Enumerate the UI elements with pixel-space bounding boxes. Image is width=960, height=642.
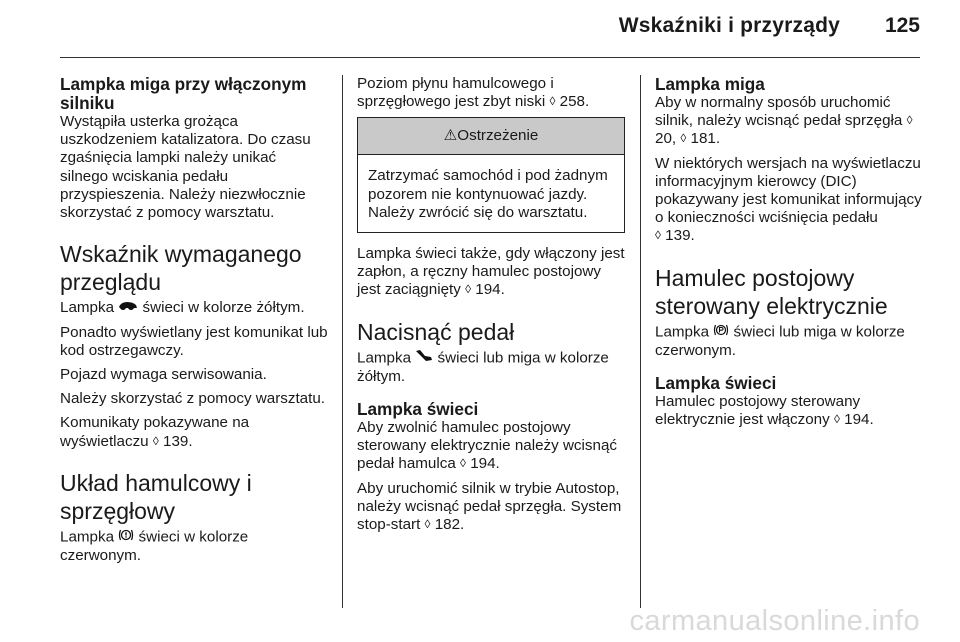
page-reference-icon: ◊ <box>424 517 431 532</box>
text: Lampka świeci także, gdy włączony jest zapłon, a ręczny hamulec postojowy jest zaciągnięty <box>357 245 625 299</box>
heading-lamp-flashing: Lampka miga <box>655 74 765 94</box>
pedal-icon <box>415 349 433 368</box>
page-reference[interactable]: 181. <box>690 130 721 148</box>
paragraph-autostop <box>357 480 625 535</box>
page-reference-icon: ◊ <box>833 412 840 427</box>
text: Lampka <box>60 528 115 546</box>
warning-body: Zatrzymać samochód i pod żadnym pozorem nie kontynuować jazdy. Należy zwrócić się do warsztatu. <box>368 167 608 221</box>
heading-electric-parking-brake: Hamulec postojowy sterowany elektrycznie <box>655 264 888 319</box>
text: Lampka <box>60 299 115 317</box>
text: Lampka <box>655 323 710 341</box>
text: Hamulec postojowy sterowany elektrycznie jest włączony <box>655 393 861 429</box>
paragraph-catalyst-warning: Wystąpiła usterka grożąca uszkodzeniem katalizatora. Do czasu zgaśnięcia lampki należy unikać silnego wciskania pedału przyspieszenia. Należy niezwłocznie skorzystać z pomocy warsztatu. <box>60 113 311 222</box>
text: świeci w kolorze żółtym. <box>142 299 305 317</box>
page-reference[interactable]: 194. <box>475 281 505 299</box>
text: Aby zwolnić hamulec postojowy sterowany elektrycznie należy wcisnąć pedał hamulca <box>357 419 617 473</box>
text: Aby uruchomić silnik w trybie Autostop, należy wcisnąć pedał sprzęgła. System stop-start <box>357 479 622 534</box>
paragraph-dic-reference <box>60 414 328 450</box>
paragraph-dic-message <box>655 155 923 246</box>
paragraph: Ponadto wyświetlany jest komunikat lub kod ostrzegawczy. <box>60 323 328 359</box>
paragraph-fluid-level <box>357 75 625 111</box>
page-reference[interactable]: 139. <box>163 432 193 450</box>
warning-icon: ⚠ <box>443 127 458 145</box>
watermark: carmanualsonline.info <box>629 605 920 637</box>
page-reference[interactable]: 182. <box>434 516 465 534</box>
text: świeci w kolorze czerwonym. <box>60 528 249 564</box>
page-reference[interactable]: 194. <box>470 455 500 473</box>
heading-lamp-blinking-engine-on: Lampka miga przy włączonym silniku <box>60 74 307 113</box>
paragraph-parking-brake <box>357 245 625 300</box>
paragraph-release-parking-brake <box>357 419 625 474</box>
paragraph-pedal-lamp <box>357 349 625 386</box>
page-header-title: Wskaźniki i przyrządy <box>618 14 840 37</box>
page-reference-icon: ◊ <box>680 131 687 146</box>
page-reference[interactable]: 194. <box>844 411 874 429</box>
page-reference-icon: ◊ <box>465 282 472 297</box>
text: świeci lub miga w kolorze czerwonym. <box>655 323 905 359</box>
text: Komunikaty pokazywane na wyświetlaczu <box>60 414 250 450</box>
paragraph: Należy skorzystać z pomocy warsztatu. <box>60 390 326 408</box>
text: świeci lub miga w kolorze żółtym. <box>357 349 609 385</box>
page-reference[interactable]: 139. <box>665 227 695 245</box>
heading-press-pedal: Nacisnąć pedał <box>357 318 515 345</box>
page-reference-icon: ◊ <box>906 113 913 128</box>
heading-service-indicator: Wskaźnik wymaganego przeglądu <box>60 241 302 296</box>
column-divider <box>640 75 641 608</box>
wrench-car-icon <box>118 299 138 317</box>
column-right <box>655 75 923 435</box>
page-reference-icon: ◊ <box>460 456 466 471</box>
column-middle <box>357 75 625 540</box>
heading-lamp-lit: Lampka świeci <box>357 399 479 420</box>
warning-box <box>357 117 625 233</box>
text: Aby w normalny sposób uruchomić silnik, należy wcisnąć pedał sprzęgła <box>655 94 903 130</box>
text: Poziom płynu hamulcowego i sprzęgłowego jest zbyt niski <box>357 75 554 111</box>
warning-header <box>358 118 624 155</box>
page-reference-icon: ◊ <box>549 94 556 109</box>
text: Lampka <box>357 349 412 367</box>
paragraph-service-lamp <box>60 299 328 317</box>
paragraph-start-engine <box>655 94 923 149</box>
heading-lamp-lit: Lampka świeci <box>655 373 777 394</box>
page-reference-icon: ◊ <box>655 228 661 243</box>
header-divider <box>60 57 920 58</box>
warning-title: Ostrzeżenie <box>457 127 539 145</box>
page-reference[interactable]: 258. <box>559 93 590 111</box>
brake-warning-icon <box>118 528 134 547</box>
page-reference-icon: ◊ <box>152 433 159 448</box>
paragraph: Pojazd wymaga serwisowania. <box>60 365 267 383</box>
parking-brake-icon <box>713 323 729 342</box>
paragraph-epb-engaged <box>655 393 923 429</box>
page-number: 125 <box>884 14 920 37</box>
column-left <box>60 75 328 571</box>
text: W niektórych wersjach na wyświetlaczu informacyjnym kierowcy (DIC) pokazywany jest komunikat informujący o konieczności wciśnięcia pedału <box>655 154 922 227</box>
heading-brake-clutch-system: Układ hamulcowy i sprzęgłowy <box>60 469 252 524</box>
paragraph-brake-lamp <box>60 528 328 565</box>
paragraph-epb-lamp <box>655 323 923 360</box>
page-reference[interactable]: 20, <box>655 130 677 148</box>
column-divider <box>342 75 343 608</box>
